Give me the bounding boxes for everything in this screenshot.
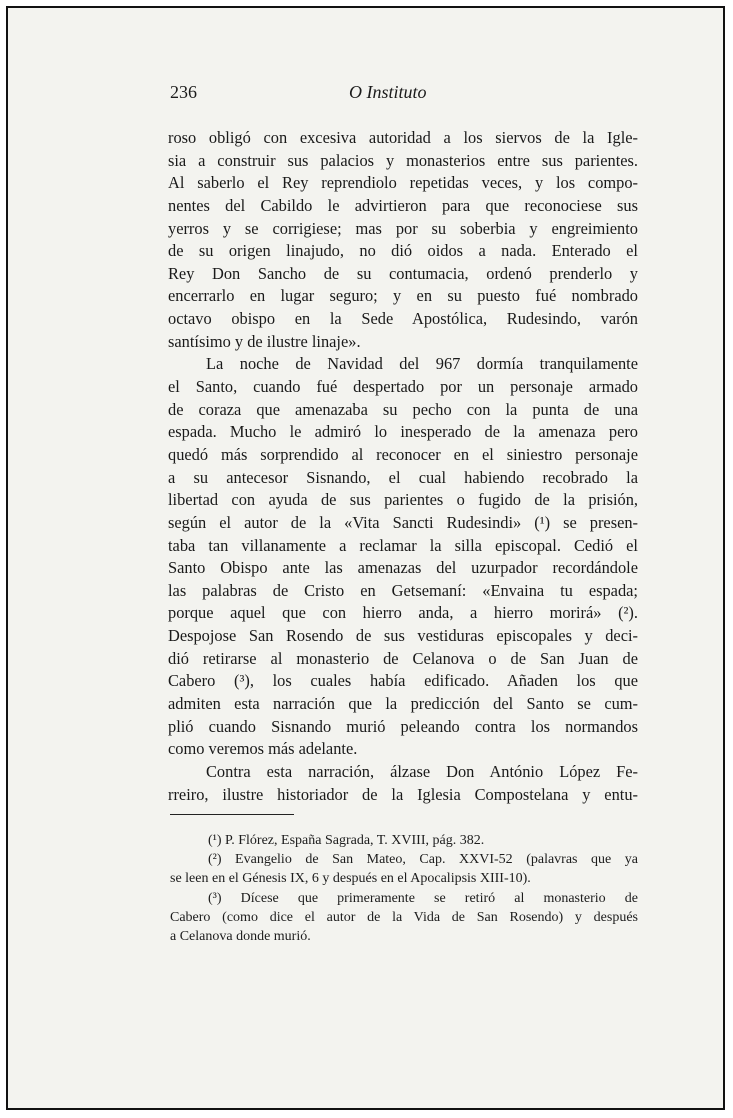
text-line: de su origen linajudo, no dió oidos a nada. Enterado el xyxy=(168,241,638,261)
text-line: las palabras de Cristo en Getsemaní: «Envaina tu espada; xyxy=(168,580,638,600)
text-line: nentes del Cabildo le advirtieron para que reconociese sus xyxy=(168,195,638,215)
text-line: porque aquel que con hierro anda, a hierro morirá» (²). xyxy=(168,603,638,623)
text-line: taba tan villanamente a reclamar la silla episcopal. Cedió el xyxy=(168,535,638,555)
text-line: según el autor de la «Vita Sancti Rudesindi» (¹) se presen- xyxy=(168,512,638,532)
text-line: Rey Don Sancho de su contumacia, ordenó prenderlo y xyxy=(168,263,638,283)
text-line: encerrarlo en lugar seguro; y en su puesto fué nombrado xyxy=(168,286,638,306)
page-number: 236 xyxy=(170,82,197,102)
text-line: Al saberlo el Rey reprendiolo repetidas veces, y los compo- xyxy=(168,173,638,193)
text-line: santísimo y de ilustre linaje». xyxy=(168,331,361,351)
footnotes-block xyxy=(170,831,638,946)
text-line: Santo Obispo ante las amenazas del uzurpador recordándole xyxy=(168,558,638,578)
text-line: espada. Mucho le admiró lo inesperado de la amenaza pero xyxy=(168,422,638,442)
footnote-line: (²) Evangelio de San Mateo, Cap. XXVI-52 (palavras que ya xyxy=(208,852,638,868)
text-line: sia a construir sus palacios y monasterios entre sus parientes. xyxy=(168,150,638,170)
text-line: a su antecesor Sisnando, el cual habiendo recobrado la xyxy=(168,467,638,487)
text-line: de coraza que amenazaba su pecho con la punta de una xyxy=(168,399,638,419)
footnote-line: a Celanova donde murió. xyxy=(170,928,311,944)
text-line: el Santo, cuando fué despertado por un personaje armado xyxy=(168,377,638,397)
text-line: dió retirarse al monasterio de Celanova o de San Juan de xyxy=(168,648,638,668)
footnote-separator xyxy=(170,814,294,815)
main-text-block xyxy=(168,127,638,806)
text-line: quedó más sorprendido al reconocer en el siniestro personaje xyxy=(168,444,638,464)
text-line: octavo obispo en la Sede Apostólica, Rudesindo, varón xyxy=(168,309,638,329)
text-line: Contra esta narración, álzase Don António López Fe- xyxy=(206,761,638,781)
text-line: libertad con ayuda de sus parientes o fugido de la prisión, xyxy=(168,490,638,510)
footnote-line: se leen en el Génesis IX, 6 y después en el Apocalipsis XIII-10). xyxy=(170,871,531,887)
footnote-line: (³) Dícese que primeramente se retiró al monasterio de xyxy=(208,890,638,906)
scanned-page xyxy=(6,6,725,1110)
text-line: rreiro, ilustre historiador de la Iglesia Compostelana y entu- xyxy=(168,784,638,804)
footnote-line: Cabero (como dice el autor de la Vida de San Rosendo) y después xyxy=(170,909,638,925)
text-line: roso obligó con excesiva autoridad a los siervos de la Igle- xyxy=(168,128,638,147)
text-line: Cabero (³), los cuales había edificado. Añaden los que xyxy=(168,671,638,691)
text-line: Despojose San Rosendo de sus vestiduras episcopales y deci- xyxy=(168,626,638,646)
running-header-title: O Instituto xyxy=(349,82,427,102)
text-line: admiten esta narración que la predicción del Santo se cum- xyxy=(168,694,638,714)
text-line: La noche de Navidad del 967 dormía tranquilamente xyxy=(206,354,638,374)
footnote-line: (¹) P. Flórez, España Sagrada, T. XVIII, pág. 382. xyxy=(208,833,485,848)
text-line: plió cuando Sisnando murió peleando contra los normandos xyxy=(168,716,638,736)
text-line: yerros y se corrigiese; mas por su soberbia y engreimiento xyxy=(168,218,638,238)
text-line: como veremos más adelante. xyxy=(168,739,358,759)
